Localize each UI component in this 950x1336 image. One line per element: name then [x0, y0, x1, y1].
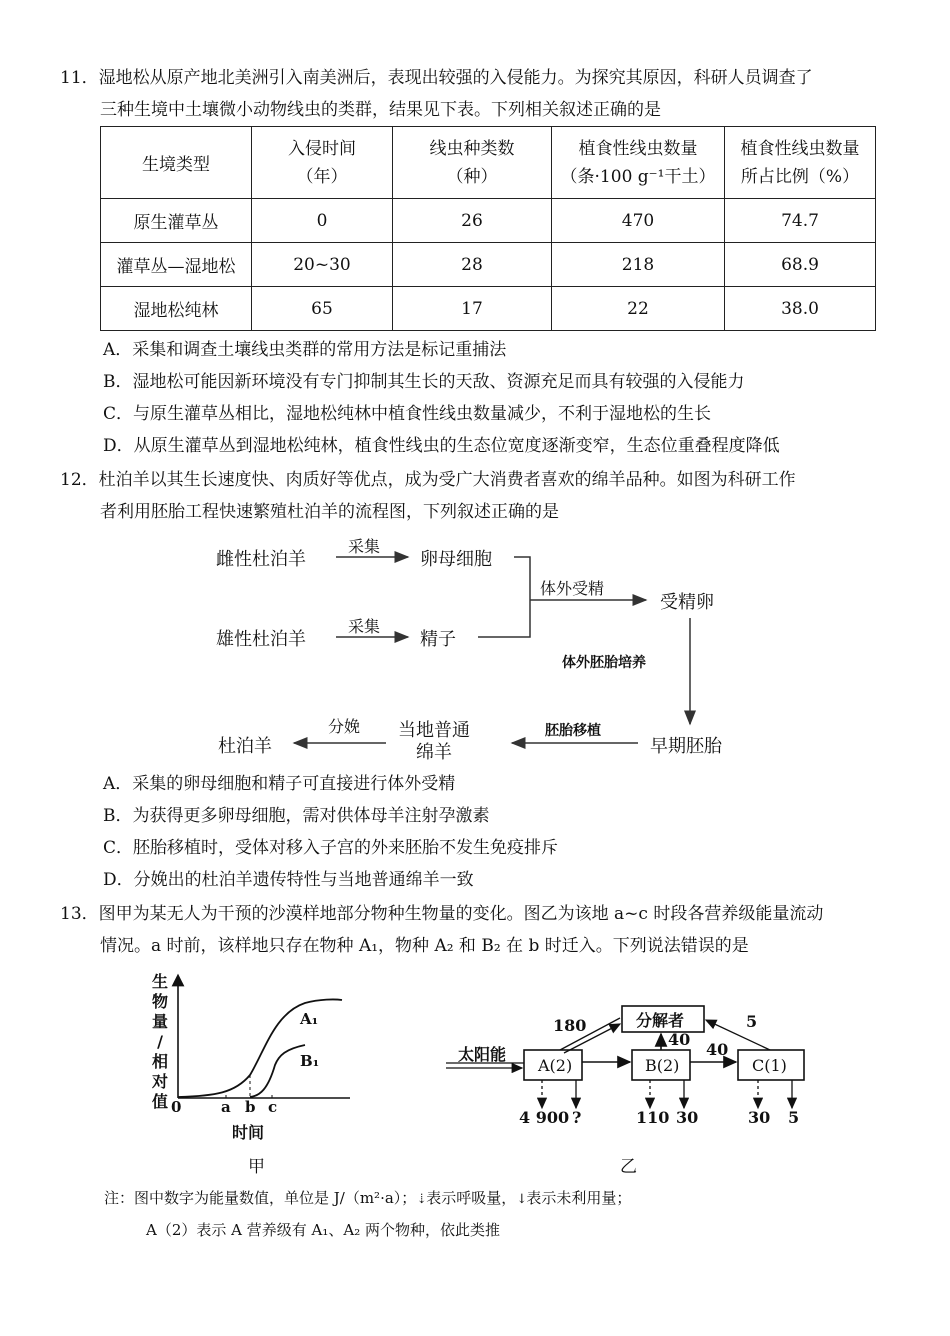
table-header-cell: 植食性线虫数量 （条·100 g⁻¹干土）: [552, 127, 725, 199]
energy-a: A(2): [538, 1056, 573, 1075]
table-cell: 26: [393, 199, 552, 243]
energy-sun: 太阳能: [458, 1045, 507, 1064]
energy-resp-a: 4 900: [519, 1108, 570, 1127]
table-header-cell: 入侵时间 （年）: [252, 127, 393, 199]
flow-zygote: 受精卵: [660, 592, 714, 613]
energy-value-180: 180: [553, 1016, 587, 1035]
table-cell: 22: [552, 287, 725, 331]
q12-option-b: B．为获得更多卵母细胞，需对供体母羊注射孕激素: [103, 806, 490, 826]
q12-option-d: D．分娩出的杜泊羊遗传特性与当地普通绵羊一致: [103, 870, 474, 890]
table-cell: 20~30: [252, 243, 393, 287]
q13-note-line2: A（2）表示 A 营养级有 A₁、A₂ 两个物种，依此类推: [146, 1221, 500, 1239]
energy-resp-b: 110: [636, 1108, 670, 1127]
flow-sperm: 精子: [420, 629, 456, 650]
q12-option-a: A．采集的卵母细胞和精子可直接进行体外受精: [103, 774, 456, 794]
energy-unused-b: 30: [676, 1108, 699, 1127]
energy-value-40: 40: [706, 1040, 729, 1059]
table-cell: 28: [393, 243, 552, 287]
q13-note-line1: 注：图中数字为能量数值，单位是 J/（m²·a）；⇣表示呼吸量，↓表示未利用量；: [104, 1186, 631, 1212]
q12-stem-line2: 者利用胚胎工程快速繁殖杜泊羊的流程图，下列叙述正确的是: [100, 502, 559, 522]
table-cell: 原生灌草丛: [101, 199, 252, 243]
flow-dorper-offspring: 杜泊羊: [218, 736, 272, 757]
flow-early-embryo: 早期胚胎: [650, 736, 722, 757]
graph-x-label: 时间: [232, 1123, 265, 1142]
table-cell: 17: [393, 287, 552, 331]
q13-stem-line1: 13．图甲为某无人为干预的沙漠样地部分物种生物量的变化。图乙为该地 a~c 时段各营养级能量流动: [60, 904, 824, 924]
table-cell: 65: [252, 287, 393, 331]
graph-tick-b: b: [245, 1098, 256, 1116]
table-cell: 470: [552, 199, 725, 243]
q11-option-c: C．与原生灌草丛相比，湿地松纯林中植食性线虫数量减少，不利于湿地松的生长: [103, 404, 712, 424]
table-header-cell: 线虫种类数 （种）: [393, 127, 552, 199]
table-cell: 湿地松纯林: [101, 287, 252, 331]
flow-female-dorper: 雌性杜泊羊: [216, 549, 306, 570]
table-cell: 218: [552, 243, 725, 287]
energy-caption-yi: 乙: [620, 1157, 637, 1177]
table-header-cell: 植食性线虫数量 所占比例（%）: [725, 127, 876, 199]
energy-decomposer: 分解者: [636, 1011, 685, 1030]
flow-male-dorper: 雄性杜泊羊: [216, 629, 306, 650]
table-cell: 68.9: [725, 243, 876, 287]
graph-tick-c: c: [268, 1098, 278, 1116]
energy-unused-c: 5: [788, 1108, 800, 1127]
table-header-cell: 生境类型: [101, 127, 252, 199]
energy-c: C(1): [752, 1056, 787, 1075]
flow-collect-label: 采集: [348, 537, 381, 556]
curve-b1: [250, 1045, 305, 1097]
q13-stem-line2: 情况。a 时前，该样地只存在物种 A₁，物种 A₂ 和 B₂ 在 b 时迁入。下列说法错误的是: [100, 936, 749, 956]
flow-collect-label: 采集: [348, 617, 381, 636]
graph-y-label: 生 物 量 / 相 对 值: [151, 972, 168, 1111]
table-cell: 38.0: [725, 287, 876, 331]
flow-local-sheep: 当地普通 绵羊: [398, 720, 470, 763]
q11-stem-line1: 11．湿地松从原产地北美洲引入南美洲后，表现出较强的入侵能力。为探究其原因，科研人员调查了: [60, 68, 813, 88]
energy-unused-a: ?: [572, 1108, 582, 1127]
down-arrow-icon: ↓: [516, 1192, 528, 1207]
flow-ivf-label: 体外受精: [540, 579, 605, 598]
table-cell: 74.7: [725, 199, 876, 243]
graph-label-a1: A₁: [300, 1010, 319, 1028]
q12-stem-line1: 12．杜泊羊以其生长速度快、肉质好等优点，成为受广大消费者喜欢的绵羊品种。如图为科研工作: [60, 470, 796, 490]
energy-value-5: 5: [746, 1012, 758, 1031]
flow-transfer-label: 胚胎移植: [545, 723, 601, 739]
energy-value-40-decomposer: 40: [668, 1030, 691, 1049]
q11-stem-line2: 三种生境中土壤微小动物线虫的类群，结果见下表。下列相关叙述正确的是: [100, 100, 661, 120]
q11-option-a: A．采集和调查土壤线虫类群的常用方法是标记重捕法: [103, 340, 507, 360]
graph-tick-a: a: [221, 1098, 231, 1116]
flow-birth-label: 分娩: [328, 717, 361, 736]
table-cell: 0: [252, 199, 393, 243]
graph-origin: 0: [171, 1098, 182, 1116]
energy-b: B(2): [645, 1056, 680, 1075]
q11-option-d: D．从原生灌草丛到湿地松纯林，植食性线虫的生态位宽度逐渐变窄，生态位重叠程度降低: [103, 436, 780, 456]
q11-option-b: B．湿地松可能因新环境没有专门抑制其生长的天敌、资源充足而具有较强的入侵能力: [103, 372, 745, 392]
energy-resp-c: 30: [748, 1108, 771, 1127]
table-cell: 灌草丛—湿地松: [101, 243, 252, 287]
flow-culture-label: 体外胚胎培养: [562, 655, 646, 671]
dashed-arrow-icon: ⇣: [416, 1192, 428, 1207]
graph-caption-jia: 甲: [248, 1157, 265, 1177]
flow-oocyte: 卵母细胞: [420, 549, 492, 570]
q12-option-c: C．胚胎移植时，受体对移入子宫的外来胚胎不发生免疫排斥: [103, 838, 559, 858]
graph-label-b1: B₁: [300, 1052, 320, 1070]
